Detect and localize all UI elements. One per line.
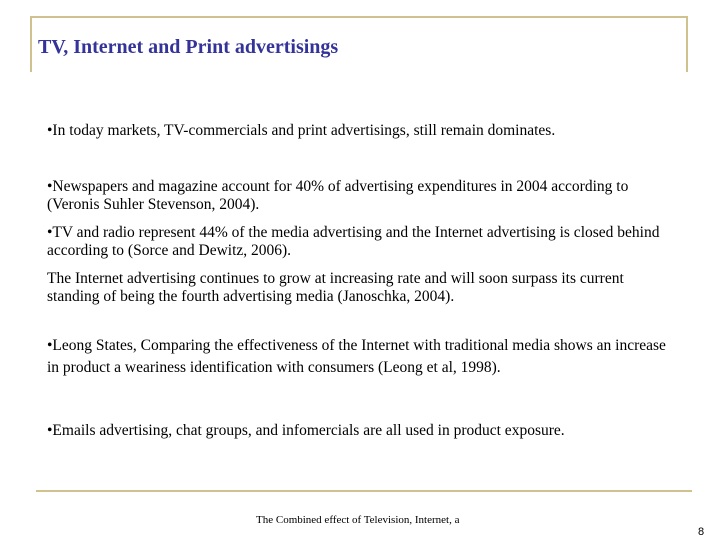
body-paragraph-4: The Internet advertising continues to grow at increasing rate and will soon surpass its current standing of being the fourth advertising media (Janoschka, 2004). [47,270,624,305]
page-number: 8 [698,526,705,538]
slide-title: TV, Internet and Print advertisings [38,36,339,58]
bullet-paragraph-3: •TV and radio represent 44% of the media advertising and the Internet advertising is closed behind according to (Sorce and Dewitz, 2006). [47,224,660,259]
slide-frame-right-rule [686,16,688,72]
bullet-paragraph-6: •Emails advertising, chat groups, and infomercials are all used in product exposure. [47,422,565,439]
bullet-paragraph-1: •In today markets, TV-commercials and print advertisings, still remain dominates. [47,122,556,139]
slide-bottom-rule [36,490,692,492]
slide-frame-left-rule [30,16,32,72]
slide-footer: The Combined effect of Television, Internet, a [256,514,460,526]
bullet-paragraph-2: •Newspapers and magazine account for 40% of advertising expenditures in 2004 according to (Veronis Suhler Stevenson, 2004). [47,178,629,213]
bullet-paragraph-5: •Leong States, Comparing the effectiveness of the Internet with traditional media shows an increase in product a weariness identification with consumers (Leong et al, 1998). [47,337,666,376]
slide-frame-top-rule [30,16,688,18]
